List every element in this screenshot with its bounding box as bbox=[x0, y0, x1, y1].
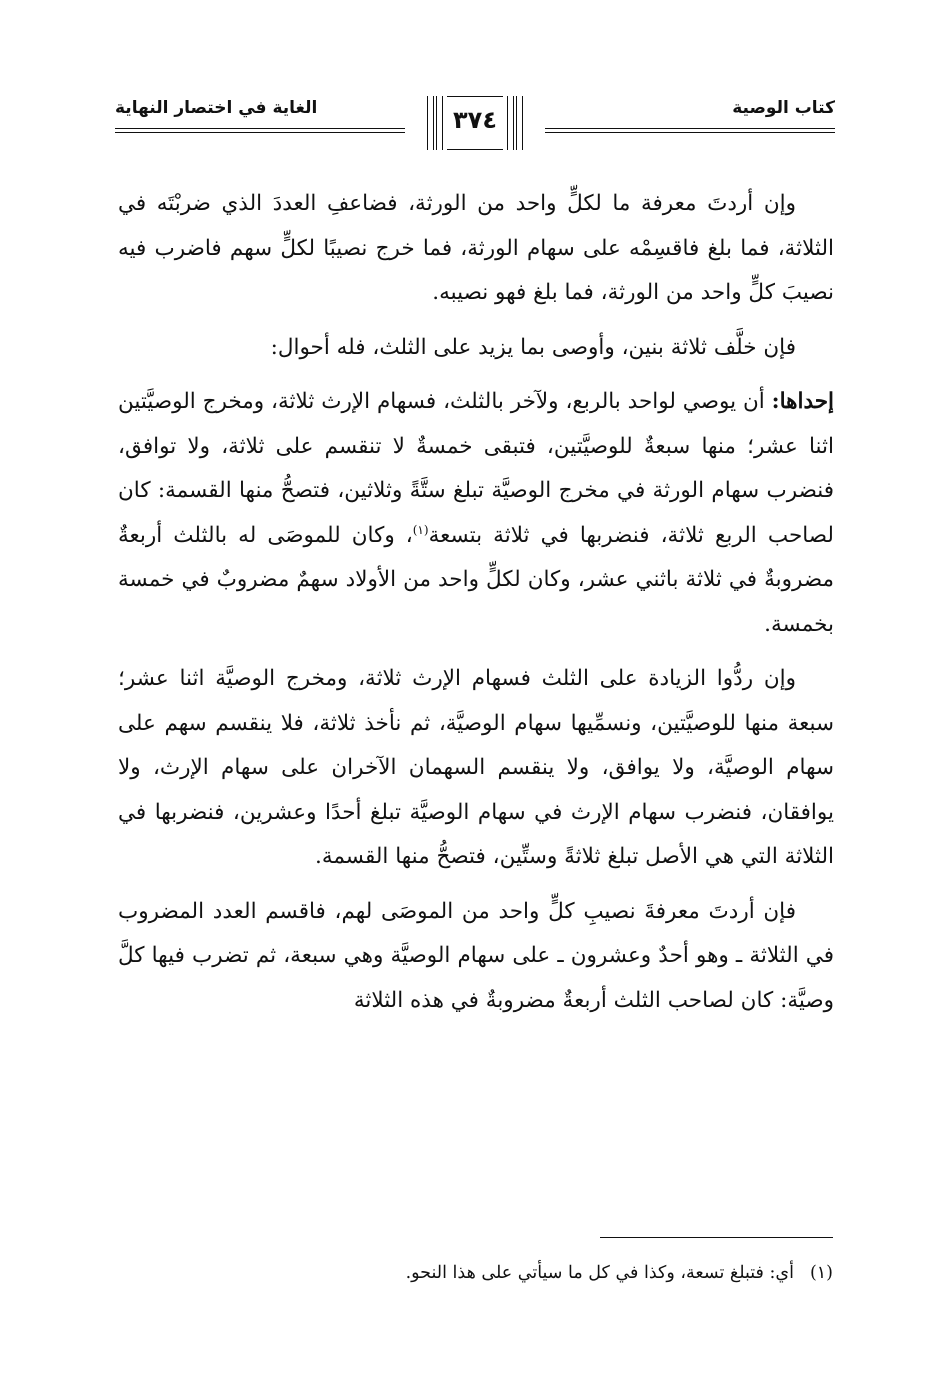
paragraph: فإن أردتَ معرفةَ نصيبِ كلٍّ واحد من الموصَى لهم، فاقسم العدد المضروب في الثلاثة ـ وهو أحدٌ وعشرون ـ على سهام الوصيَّة وهي سبعة، ثم تضرب فيها كلَّ وصيَّة: كان لصاحب الثلث أربعةٌ مضروبةٌ في هذه الثلاثة bbox=[118, 898, 834, 1013]
paragraph-case-one bbox=[118, 380, 834, 647]
paragraph: فإن خلَّف ثلاثة بنين، وأوصى بما يزيد على الثلث، فله أحوال: bbox=[270, 334, 796, 360]
page-number-frame bbox=[427, 92, 523, 152]
header-rule-left bbox=[115, 128, 405, 129]
running-header bbox=[115, 92, 835, 162]
footnote-text: أي: فتبلغ تسعة، وكذا في كل ما سيأتي على هذا النحو. bbox=[405, 1263, 794, 1283]
case-text: أن يوصي لواحد بالربع، ولآخر بالثلث، فسهام الإرث ثلاثة، ومخرج الوصيَّتين اثنا عشر؛ منها سبعةٌ للوصيَّتين، فتبقى خمسةٌ لا تنقسم على ثلاثة، ولا توافق، فنضرب سهام الورثة في مخرج الوصيَّة تبلغ ستَّةً وثلاثين، فتصحُّ منها القسمة: كان لصاحب الربع ثلاثة، فنضربها في ثلاثة بتسعة bbox=[118, 389, 834, 548]
header-rule-right-thin bbox=[545, 132, 835, 133]
frame-bar bbox=[516, 96, 523, 150]
case-lead: إحداها: bbox=[771, 389, 834, 414]
paragraph: وإن ردُّوا الزيادة على الثلث فسهام الإرث ثلاثة، ومخرج الوصيَّة اثنا عشر؛ سبعة منها للوصيَّتين، ونسمِّيها سهام الوصيَّة، ثم نأخذ ثلاثة، فلا ينقسم سهم على سهام الوصيَّة، ولا يوافق، ولا ينقسم السهمان الآخران على سهام الإرث، ولا يوافقان، فنضرب سهام الإرث في سهام الوصيَّة تبلغ أحدًا وعشرين، فنضربها في الثلاثة التي هي الأصل تبلغ ثلاثةً وستِّين، فتصحُّ منها القسمة. bbox=[118, 666, 834, 869]
frame-bar bbox=[427, 96, 434, 150]
header-rule-left-thin bbox=[115, 132, 405, 133]
book-title: الغاية في اختصار النهاية bbox=[115, 98, 318, 118]
case-text-continued: ، وكان للموصَى له بالثلث أربعةٌ مضروبةٌ في ثلاثة باثني عشر، وكان لكلٍّ واحد من الأولاد سهمٌ مضروبٌ في خمسة بخمسة. bbox=[118, 522, 834, 637]
footnote-separator bbox=[600, 1237, 833, 1238]
footnote bbox=[113, 1258, 833, 1288]
main-text bbox=[118, 182, 834, 1023]
frame-bar bbox=[507, 96, 514, 150]
frame-bar bbox=[436, 96, 443, 150]
footnote-mark: (١) bbox=[809, 1263, 833, 1283]
footnote-reference[interactable]: (١) bbox=[412, 522, 429, 537]
chapter-title: كتاب الوصية bbox=[732, 98, 835, 118]
header-rule-right bbox=[545, 128, 835, 129]
page-number: ٣٧٤ bbox=[453, 106, 497, 134]
paragraph: وإن أردتَ معرفة ما لكلٍّ واحد من الورثة، فضاعفِ العددَ الذي ضربْتَه في الثلاثة، فما بلغ فاقسِمْه على سهام الورثة، فما خرج نصيبًا لكلٍّ سهم فاضرب فيه نصيبَ كلٍّ واحد من الورثة، فما بلغ فهو نصيبه. bbox=[118, 191, 834, 305]
